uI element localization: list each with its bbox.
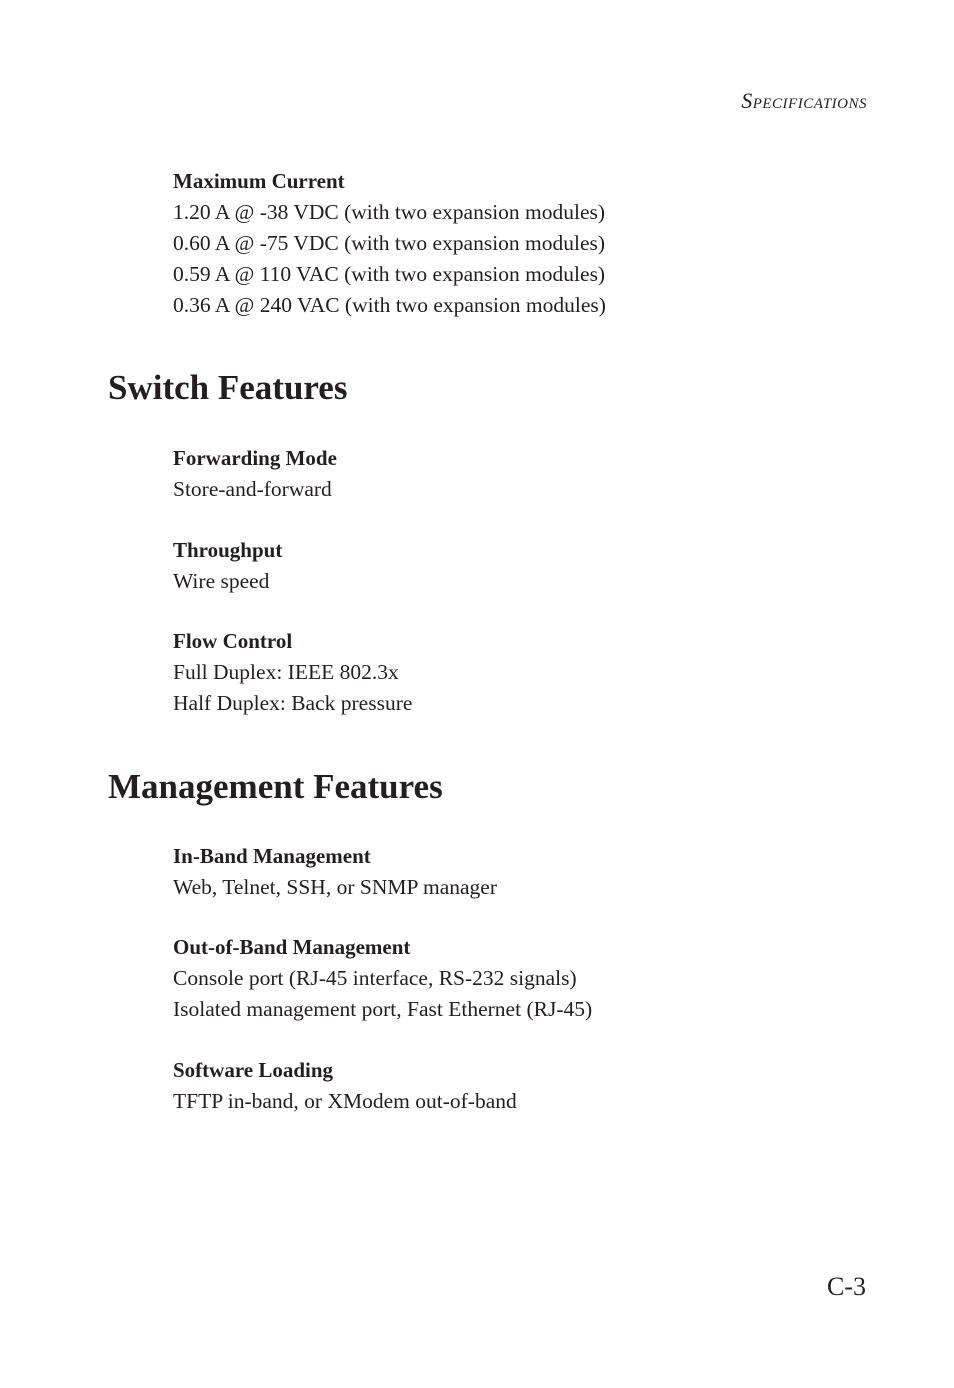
spec-title: Forwarding Mode xyxy=(173,446,337,470)
spec-software-loading xyxy=(173,1055,873,1117)
spec-value: Wire speed xyxy=(173,569,270,593)
spec-value: Web, Telnet, SSH, or SNMP manager xyxy=(173,875,498,899)
spec-title: Software Loading xyxy=(173,1058,334,1082)
spec-out-of-band-management xyxy=(173,932,873,1025)
page-number: C-3 xyxy=(827,1272,866,1301)
spec-title: Out-of-Band Management xyxy=(173,935,411,959)
spec-value: 0.60 A @ -75 VDC (with two expansion modules) xyxy=(173,231,606,255)
spec-title: Maximum Current xyxy=(173,169,345,193)
spec-maximum-current xyxy=(173,166,873,321)
spec-throughput xyxy=(173,535,873,597)
spec-title: In-Band Management xyxy=(173,844,371,868)
section-heading-switch-features: Switch Features xyxy=(108,368,348,407)
spec-value: Isolated management port, Fast Ethernet (RJ-45) xyxy=(173,997,593,1021)
spec-value: Half Duplex: Back pressure xyxy=(173,691,413,715)
running-header: Specifications xyxy=(741,88,867,113)
spec-flow-control xyxy=(173,626,873,719)
spec-value: 0.36 A @ 240 VAC (with two expansion modules) xyxy=(173,293,606,317)
section-heading-management-features: Management Features xyxy=(108,767,443,806)
spec-value: 0.59 A @ 110 VAC (with two expansion modules) xyxy=(173,262,606,286)
spec-value: Store-and-forward xyxy=(173,477,332,501)
spec-in-band-management xyxy=(173,841,873,903)
spec-forwarding-mode xyxy=(173,443,873,505)
spec-title: Throughput xyxy=(173,538,283,562)
spec-value: Full Duplex: IEEE 802.3x xyxy=(173,660,399,684)
spec-value: 1.20 A @ -38 VDC (with two expansion modules) xyxy=(173,200,606,224)
spec-title: Flow Control xyxy=(173,629,293,653)
spec-value: Console port (RJ-45 interface, RS-232 signals) xyxy=(173,966,577,990)
spec-value: TFTP in-band, or XModem out-of-band xyxy=(173,1089,517,1113)
